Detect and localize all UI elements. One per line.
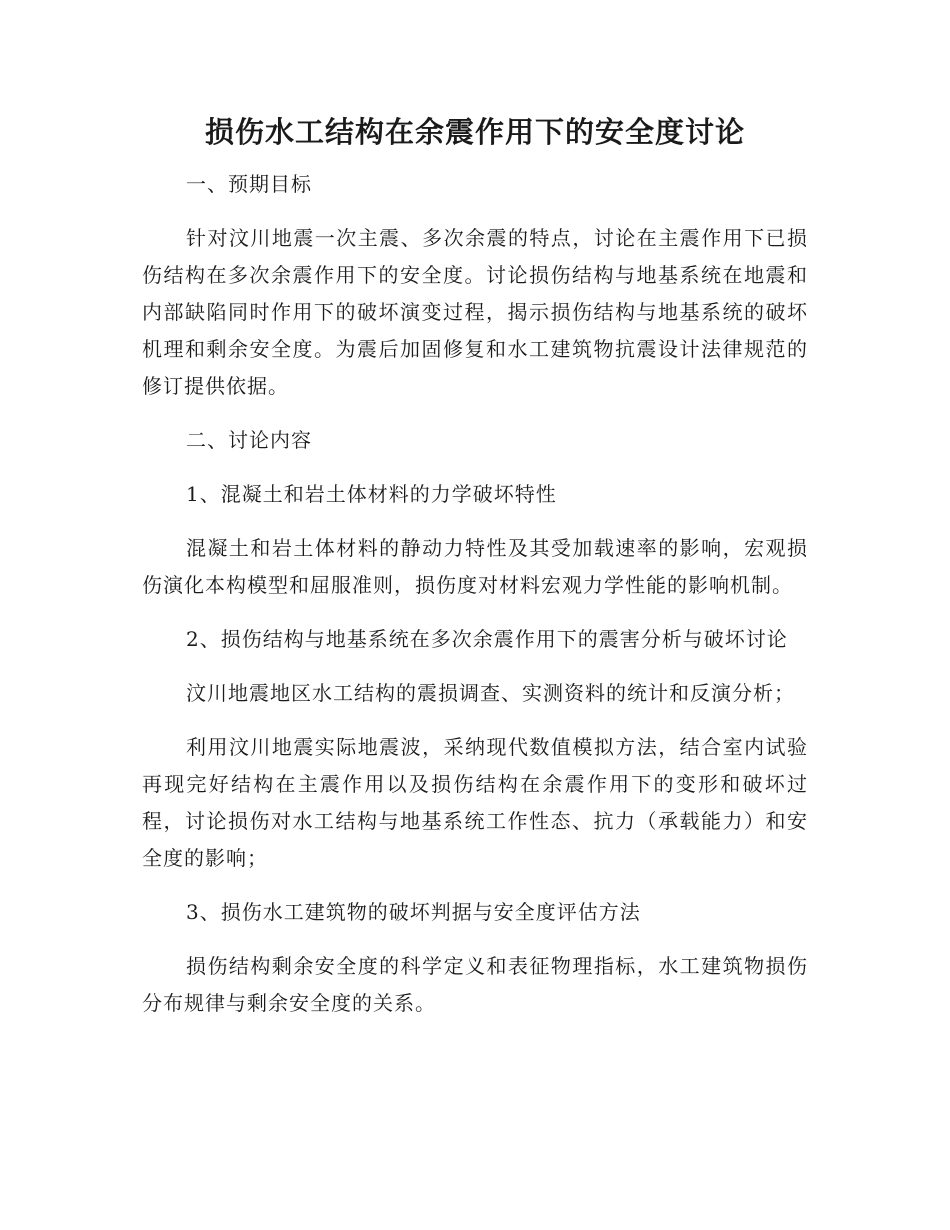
paragraph-goals: 针对汶川地震一次主震、多次余震的特点，讨论在主震作用下已损伤结构在多次余震作用下的安全度。讨论损伤结构与地基系统在地震和内部缺陷同时作用下的破坏演变过程，揭示损伤结构与地基系统的破坏机理和剩余安全度。为震后加固修复和水工建筑物抗震设计法律规范的修订提供依据。 bbox=[142, 226, 808, 398]
subsection-heading-2: 2、损伤结构与地基系统在多次余震作用下的震害分析与破坏讨论 bbox=[186, 627, 788, 651]
paragraph-survey: 汶川地震地区水工结构的震损调查、实测资料的统计和反演分析； bbox=[186, 681, 795, 705]
section-heading-goals: 一、预期目标 bbox=[186, 172, 312, 196]
subsection-heading-1: 1、混凝土和岩土体材料的力学破坏特性 bbox=[186, 482, 557, 506]
paragraph-safety: 损伤结构剩余安全度的科学定义和表征物理指标，水工建筑物损伤分布规律与剩余安全度的关系。 bbox=[142, 954, 808, 1015]
section-heading-content: 二、讨论内容 bbox=[186, 428, 312, 452]
subsection-heading-3: 3、损伤水工建筑物的破坏判据与安全度评估方法 bbox=[186, 900, 641, 924]
paragraph-simulation: 利用汶川地震实际地震波，采纳现代数值模拟方法，结合室内试验再现完好结构在主震作用以及损伤结构在余震作用下的变形和破坏过程，讨论损伤对水工结构与地基系统工作性态、抗力（承载能力）和安全度的影响； bbox=[142, 735, 808, 870]
paragraph-materials: 混凝土和岩土体材料的静动力特性及其受加载速率的影响，宏观损伤演化本构模型和屈服准则，损伤度对材料宏观力学性能的影响机制。 bbox=[142, 536, 808, 597]
document-title: 损伤水工结构在余震作用下的安全度讨论 bbox=[204, 115, 745, 149]
document-body bbox=[142, 166, 808, 1039]
